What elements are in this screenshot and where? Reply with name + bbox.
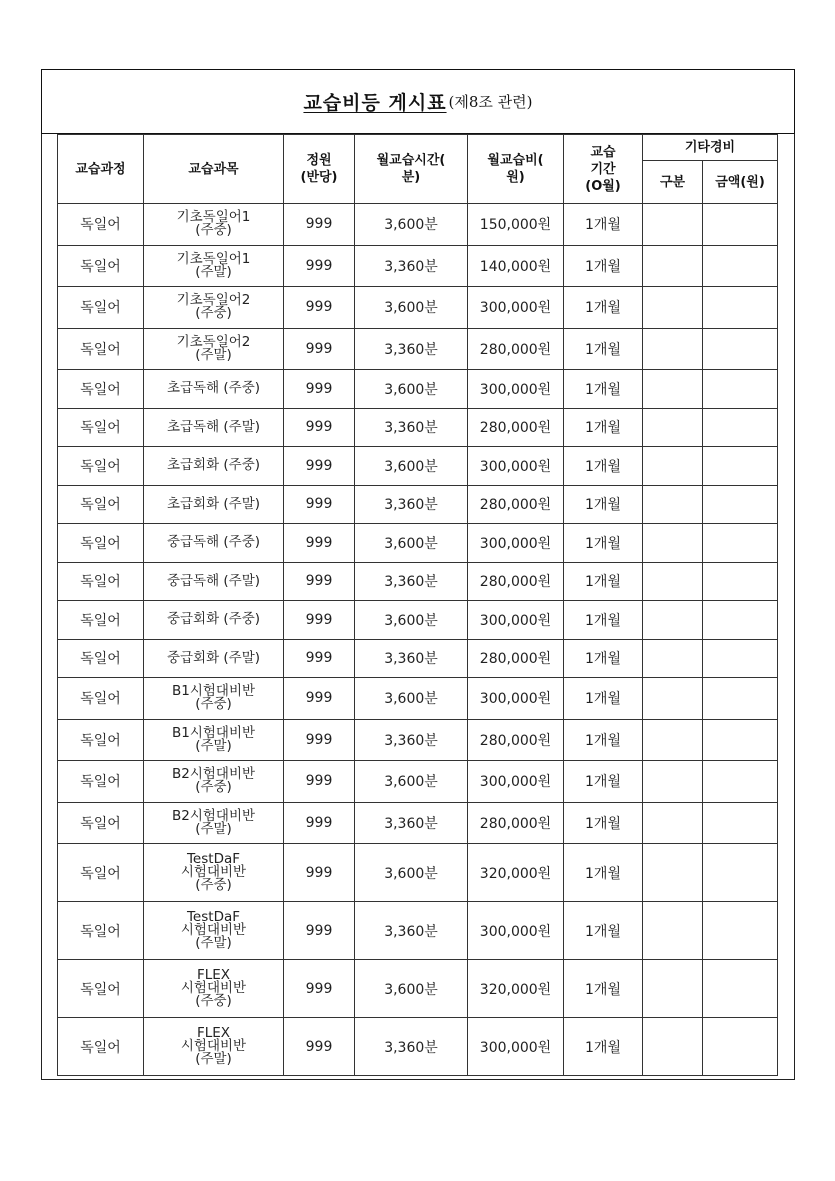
subject-line: TestDaF <box>186 851 241 867</box>
other-amount-cell <box>703 902 778 960</box>
period-cell: 1개월 <box>564 1018 643 1076</box>
other-type-cell <box>643 1018 703 1076</box>
period-cell: 1개월 <box>564 902 643 960</box>
subject-line: 초급회화 (주말) <box>166 495 261 512</box>
header-subject: 교습과목 <box>144 135 284 204</box>
capacity-cell: 999 <box>284 719 355 761</box>
table-row <box>58 328 778 370</box>
table-row <box>58 287 778 329</box>
other-amount-cell <box>703 328 778 370</box>
subject-line: (주중) <box>195 305 232 322</box>
table-row <box>58 902 778 960</box>
course-cell: 독일어 <box>58 844 144 902</box>
course-cell: 독일어 <box>58 678 144 720</box>
period-cell: 1개월 <box>564 601 643 640</box>
subject-cell <box>144 370 284 409</box>
subject-line: B2시험대비반 <box>171 766 256 783</box>
table-row <box>58 844 778 902</box>
subject-line: (주중) <box>195 993 232 1009</box>
table-row <box>58 370 778 409</box>
hours-cell: 3,360분 <box>355 245 468 287</box>
table-row <box>58 719 778 761</box>
capacity-cell: 999 <box>284 370 355 409</box>
course-cell: 독일어 <box>58 639 144 678</box>
subject-line: 중급회화 (주중) <box>166 611 261 628</box>
subject-line: 기초독일어2 <box>176 333 251 350</box>
header-other-amount: 금액(원) <box>703 161 778 204</box>
subject-line: 기초독일어1 <box>176 209 251 226</box>
title-box <box>41 69 795 134</box>
table-row <box>58 408 778 447</box>
course-cell: 독일어 <box>58 370 144 409</box>
period-cell: 1개월 <box>564 287 643 329</box>
table-row <box>58 562 778 601</box>
subject-line: (주중) <box>195 877 232 893</box>
course-cell: 독일어 <box>58 1018 144 1076</box>
fee-cell: 300,000원 <box>468 287 564 329</box>
subject-line: 중급독해 (주중) <box>166 534 261 551</box>
subject-line: B1시험대비반 <box>171 724 256 741</box>
table-body <box>58 204 778 1076</box>
other-type-cell <box>643 639 703 678</box>
capacity-cell: 999 <box>284 844 355 902</box>
table-row <box>58 802 778 844</box>
subject-cell <box>144 960 284 1018</box>
other-type-cell <box>643 447 703 486</box>
subject-line: (주중) <box>195 779 232 796</box>
other-type-cell <box>643 601 703 640</box>
fee-cell: 280,000원 <box>468 328 564 370</box>
subject-line: 시험대비반 <box>180 980 247 996</box>
course-cell: 독일어 <box>58 447 144 486</box>
course-cell: 독일어 <box>58 719 144 761</box>
other-type-cell <box>643 204 703 246</box>
hours-cell: 3,600분 <box>355 844 468 902</box>
hours-cell: 3,360분 <box>355 902 468 960</box>
capacity-cell: 999 <box>284 639 355 678</box>
capacity-cell: 999 <box>284 1018 355 1076</box>
subject-line: (주말) <box>195 820 232 837</box>
other-amount-cell <box>703 447 778 486</box>
other-amount-cell <box>703 802 778 844</box>
period-cell: 1개월 <box>564 761 643 803</box>
other-amount-cell <box>703 370 778 409</box>
other-amount-cell <box>703 562 778 601</box>
header-hours: 월교습시간( 분) <box>355 135 468 204</box>
subject-cell <box>144 902 284 960</box>
other-type-cell <box>643 328 703 370</box>
subject-line: (주말) <box>195 263 232 280</box>
other-amount-cell <box>703 844 778 902</box>
subject-line: (주말) <box>195 346 232 363</box>
capacity-cell: 999 <box>284 204 355 246</box>
fee-cell: 300,000원 <box>468 678 564 720</box>
capacity-cell: 999 <box>284 802 355 844</box>
course-cell: 독일어 <box>58 802 144 844</box>
other-type-cell <box>643 485 703 524</box>
period-cell: 1개월 <box>564 370 643 409</box>
course-cell: 독일어 <box>58 960 144 1018</box>
fee-cell: 320,000원 <box>468 960 564 1018</box>
page-subtitle: (제8조 관련) <box>448 93 533 111</box>
table-row <box>58 204 778 246</box>
fee-cell: 150,000원 <box>468 204 564 246</box>
subject-cell <box>144 678 284 720</box>
capacity-cell: 999 <box>284 287 355 329</box>
subject-line: 시험대비반 <box>180 922 247 938</box>
subject-cell <box>144 844 284 902</box>
other-type-cell <box>643 802 703 844</box>
hours-cell: 3,360분 <box>355 639 468 678</box>
hours-cell: 3,360분 <box>355 408 468 447</box>
subject-line: 기초독일어1 <box>176 250 251 267</box>
subject-cell <box>144 639 284 678</box>
other-amount-cell <box>703 601 778 640</box>
header-fee: 월교습비( 원) <box>468 135 564 204</box>
subject-cell <box>144 328 284 370</box>
fee-cell: 300,000원 <box>468 447 564 486</box>
course-cell: 독일어 <box>58 408 144 447</box>
fee-cell: 280,000원 <box>468 485 564 524</box>
fee-cell: 140,000원 <box>468 245 564 287</box>
fee-cell: 300,000원 <box>468 761 564 803</box>
subject-line: 중급회화 (주말) <box>166 649 261 666</box>
hours-cell: 3,360분 <box>355 1018 468 1076</box>
capacity-cell: 999 <box>284 601 355 640</box>
fee-cell: 320,000원 <box>468 844 564 902</box>
capacity-cell: 999 <box>284 408 355 447</box>
course-cell: 독일어 <box>58 601 144 640</box>
subject-cell <box>144 1018 284 1076</box>
subject-line: B2시험대비반 <box>171 807 256 824</box>
table-row <box>58 1018 778 1076</box>
subject-line: (주말) <box>195 737 232 754</box>
hours-cell: 3,360분 <box>355 328 468 370</box>
fee-cell: 280,000원 <box>468 802 564 844</box>
other-amount-cell <box>703 287 778 329</box>
capacity-cell: 999 <box>284 447 355 486</box>
other-amount-cell <box>703 524 778 563</box>
fee-cell: 280,000원 <box>468 408 564 447</box>
header-capacity: 정원 (반당) <box>284 135 355 204</box>
subject-line: 기초독일어2 <box>176 292 251 309</box>
other-type-cell <box>643 902 703 960</box>
table-row <box>58 245 778 287</box>
subject-cell <box>144 287 284 329</box>
other-amount-cell <box>703 245 778 287</box>
capacity-cell: 999 <box>284 524 355 563</box>
period-cell: 1개월 <box>564 562 643 601</box>
table-row <box>58 485 778 524</box>
period-cell: 1개월 <box>564 524 643 563</box>
subject-cell <box>144 761 284 803</box>
course-cell: 독일어 <box>58 245 144 287</box>
period-cell: 1개월 <box>564 802 643 844</box>
subject-cell <box>144 408 284 447</box>
course-cell: 독일어 <box>58 524 144 563</box>
subject-line: (주말) <box>195 935 232 951</box>
subject-line: 시험대비반 <box>180 1038 247 1054</box>
period-cell: 1개월 <box>564 408 643 447</box>
page-title: 교습비등 게시표 <box>303 92 447 114</box>
period-cell: 1개월 <box>564 678 643 720</box>
capacity-cell: 999 <box>284 678 355 720</box>
other-type-cell <box>643 960 703 1018</box>
other-amount-cell <box>703 204 778 246</box>
hours-cell: 3,360분 <box>355 485 468 524</box>
subject-line: FLEX <box>196 967 231 983</box>
capacity-cell: 999 <box>284 960 355 1018</box>
table-row <box>58 601 778 640</box>
header-course: 교습과정 <box>58 135 144 204</box>
table-row <box>58 447 778 486</box>
subject-line: 초급독해 (주중) <box>166 380 261 397</box>
subject-cell <box>144 719 284 761</box>
fee-cell: 300,000원 <box>468 1018 564 1076</box>
table-row <box>58 639 778 678</box>
hours-cell: 3,600분 <box>355 204 468 246</box>
subject-line: (주중) <box>195 696 232 713</box>
subject-cell <box>144 447 284 486</box>
course-cell: 독일어 <box>58 485 144 524</box>
subject-line: 초급독해 (주말) <box>166 418 261 435</box>
course-cell: 독일어 <box>58 761 144 803</box>
table-row <box>58 524 778 563</box>
subject-line: FLEX <box>196 1025 231 1041</box>
subject-cell <box>144 802 284 844</box>
period-cell: 1개월 <box>564 960 643 1018</box>
capacity-cell: 999 <box>284 562 355 601</box>
course-cell: 독일어 <box>58 204 144 246</box>
fee-cell: 300,000원 <box>468 601 564 640</box>
period-cell: 1개월 <box>564 485 643 524</box>
hours-cell: 3,600분 <box>355 761 468 803</box>
subject-cell <box>144 601 284 640</box>
capacity-cell: 999 <box>284 902 355 960</box>
other-amount-cell <box>703 678 778 720</box>
capacity-cell: 999 <box>284 485 355 524</box>
subject-line: 중급독해 (주말) <box>166 572 261 589</box>
period-cell: 1개월 <box>564 639 643 678</box>
fee-table <box>57 134 778 1076</box>
subject-cell <box>144 562 284 601</box>
subject-line: 초급회화 (주중) <box>166 457 261 474</box>
hours-cell: 3,600분 <box>355 370 468 409</box>
subject-cell <box>144 204 284 246</box>
hours-cell: 3,360분 <box>355 562 468 601</box>
subject-cell <box>144 245 284 287</box>
table-row <box>58 761 778 803</box>
table-header <box>58 135 778 204</box>
hours-cell: 3,600분 <box>355 960 468 1018</box>
other-amount-cell <box>703 485 778 524</box>
course-cell: 독일어 <box>58 902 144 960</box>
capacity-cell: 999 <box>284 328 355 370</box>
course-cell: 독일어 <box>58 562 144 601</box>
hours-cell: 3,600분 <box>355 678 468 720</box>
fee-cell: 300,000원 <box>468 902 564 960</box>
hours-cell: 3,600분 <box>355 524 468 563</box>
other-type-cell <box>643 524 703 563</box>
hours-cell: 3,360분 <box>355 802 468 844</box>
other-type-cell <box>643 844 703 902</box>
other-amount-cell <box>703 960 778 1018</box>
subject-cell <box>144 524 284 563</box>
period-cell: 1개월 <box>564 844 643 902</box>
hours-cell: 3,600분 <box>355 287 468 329</box>
period-cell: 1개월 <box>564 328 643 370</box>
subject-cell <box>144 485 284 524</box>
header-period: 교습 기간 (O월) <box>564 135 643 204</box>
other-type-cell <box>643 678 703 720</box>
other-amount-cell <box>703 639 778 678</box>
other-type-cell <box>643 761 703 803</box>
other-type-cell <box>643 287 703 329</box>
other-type-cell <box>643 245 703 287</box>
other-amount-cell <box>703 1018 778 1076</box>
fee-cell: 280,000원 <box>468 719 564 761</box>
hours-cell: 3,600분 <box>355 601 468 640</box>
subject-line: (주중) <box>195 222 232 239</box>
other-amount-cell <box>703 719 778 761</box>
fee-cell: 280,000원 <box>468 562 564 601</box>
capacity-cell: 999 <box>284 761 355 803</box>
course-cell: 독일어 <box>58 287 144 329</box>
header-other-expenses: 기타경비 <box>643 135 778 161</box>
other-type-cell <box>643 719 703 761</box>
header-other-type: 구분 <box>643 161 703 204</box>
table-row <box>58 960 778 1018</box>
subject-line: 시험대비반 <box>180 864 247 880</box>
fee-cell: 300,000원 <box>468 370 564 409</box>
other-type-cell <box>643 408 703 447</box>
period-cell: 1개월 <box>564 719 643 761</box>
subject-line: TestDaF <box>186 909 241 925</box>
other-amount-cell <box>703 408 778 447</box>
fee-cell: 280,000원 <box>468 639 564 678</box>
fee-cell: 300,000원 <box>468 524 564 563</box>
course-cell: 독일어 <box>58 328 144 370</box>
table-row <box>58 678 778 720</box>
hours-cell: 3,360분 <box>355 719 468 761</box>
period-cell: 1개월 <box>564 245 643 287</box>
other-type-cell <box>643 562 703 601</box>
subject-line: B1시험대비반 <box>171 683 256 700</box>
period-cell: 1개월 <box>564 447 643 486</box>
other-type-cell <box>643 370 703 409</box>
hours-cell: 3,600분 <box>355 447 468 486</box>
capacity-cell: 999 <box>284 245 355 287</box>
other-amount-cell <box>703 761 778 803</box>
period-cell: 1개월 <box>564 204 643 246</box>
subject-line: (주말) <box>195 1051 232 1067</box>
